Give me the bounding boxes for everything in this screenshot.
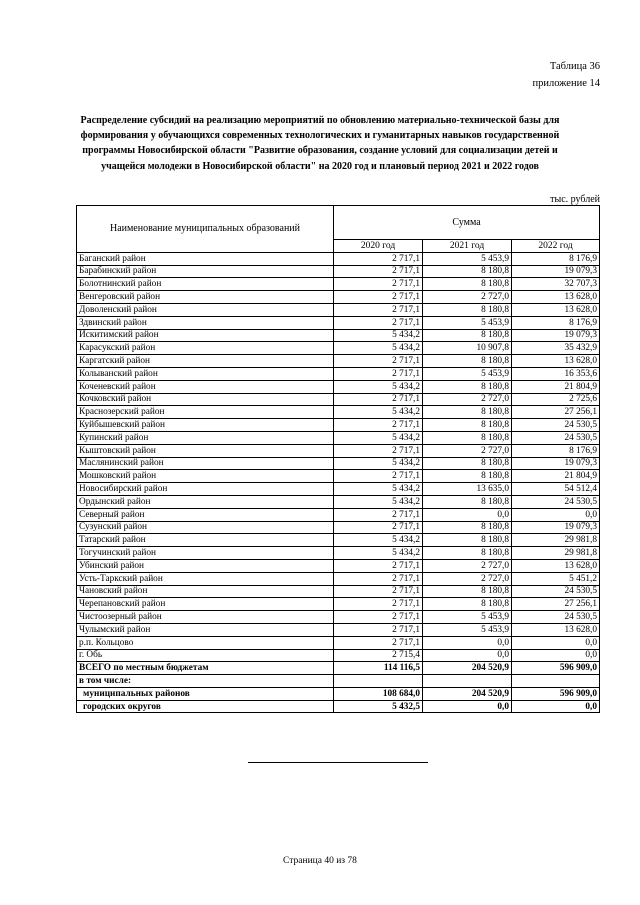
cell-2020: 2 717,1 [334, 265, 423, 278]
cell-name: Куйбышевский район [77, 419, 334, 432]
column-header-2022: 2022 год [512, 240, 600, 253]
cell-2021: 8 180,8 [423, 598, 512, 611]
cell-2020: 2 717,1 [334, 598, 423, 611]
cell-2022: 24 530,5 [512, 431, 600, 444]
table-row [77, 252, 600, 265]
cell-name: Тогучинский район [77, 547, 334, 560]
cell-2021: 8 180,8 [423, 521, 512, 534]
cell-2022: 596 909,0 [512, 662, 600, 675]
cell-2022: 27 256,1 [512, 406, 600, 419]
cell-2022: 8 176,9 [512, 316, 600, 329]
table-row [77, 342, 600, 355]
page-footer: Страница 40 из 78 [283, 856, 357, 866]
cell-2021: 8 180,8 [423, 431, 512, 444]
cell-2021: 8 180,8 [423, 355, 512, 368]
units-label: тыс. рублей [550, 194, 600, 205]
cell-name: Ордынский район [77, 495, 334, 508]
table-row [77, 367, 600, 380]
cell-2022: 19 079,3 [512, 521, 600, 534]
cell-name: Доволенский район [77, 303, 334, 316]
cell-2021: 5 453,9 [423, 252, 512, 265]
cell-2021: 5 453,9 [423, 367, 512, 380]
table-row [77, 380, 600, 393]
table-row [77, 291, 600, 304]
cell-name: муниципальных районов [77, 687, 334, 700]
cell-2022: 29 981,8 [512, 534, 600, 547]
cell-2021: 204 520,9 [423, 687, 512, 700]
table-row [77, 431, 600, 444]
cell-2020: 2 717,1 [334, 508, 423, 521]
table-row [77, 419, 600, 432]
cell-2022: 21 804,9 [512, 380, 600, 393]
cell-2022: 5 451,2 [512, 572, 600, 585]
cell-2020: 2 717,1 [334, 303, 423, 316]
table-row [77, 470, 600, 483]
table-row [77, 278, 600, 291]
cell-2021: 2 727,0 [423, 559, 512, 572]
table-row [77, 623, 600, 636]
cell-2022: 35 432,9 [512, 342, 600, 355]
appendix-number: приложение 14 [532, 78, 600, 89]
cell-2022: 16 353,6 [512, 367, 600, 380]
cell-2021: 13 635,0 [423, 483, 512, 496]
cell-2021: 8 180,8 [423, 303, 512, 316]
table-row [77, 547, 600, 560]
cell-name: в том числе: [77, 675, 334, 688]
column-header-name: Наименование муниципальных образований [77, 206, 334, 253]
table-row [77, 636, 600, 649]
cell-2021: 10 907,8 [423, 342, 512, 355]
cell-2022: 24 530,5 [512, 495, 600, 508]
cell-empty [423, 675, 512, 688]
cell-name: Чулымский район [77, 623, 334, 636]
cell-empty [512, 675, 600, 688]
table-row [77, 495, 600, 508]
table-row [77, 393, 600, 406]
cell-name: Чановский район [77, 585, 334, 598]
table-row [77, 585, 600, 598]
cell-2020: 2 717,1 [334, 611, 423, 624]
cell-2021: 2 727,0 [423, 393, 512, 406]
cell-2021: 8 180,8 [423, 265, 512, 278]
cell-2020: 5 434,2 [334, 329, 423, 342]
cell-2022: 8 176,9 [512, 252, 600, 265]
column-header-2020: 2020 год [334, 240, 423, 253]
table-row [77, 700, 600, 713]
cell-2020: 2 717,1 [334, 419, 423, 432]
cell-2020: 2 717,1 [334, 316, 423, 329]
cell-name: Карасукский район [77, 342, 334, 355]
cell-name: Татарский район [77, 534, 334, 547]
cell-name: г. Обь [77, 649, 334, 662]
cell-2020: 5 434,2 [334, 483, 423, 496]
cell-name: Венгеровский район [77, 291, 334, 304]
cell-2022: 29 981,8 [512, 547, 600, 560]
cell-2021: 0,0 [423, 636, 512, 649]
table-row [77, 355, 600, 368]
cell-2021: 8 180,8 [423, 457, 512, 470]
cell-2020: 5 432,5 [334, 700, 423, 713]
cell-2022: 24 530,5 [512, 585, 600, 598]
cell-name: Краснозерский район [77, 406, 334, 419]
table-row [77, 559, 600, 572]
cell-2022: 13 628,0 [512, 303, 600, 316]
cell-2020: 5 434,2 [334, 457, 423, 470]
table-row [77, 316, 600, 329]
cell-2020: 5 434,2 [334, 495, 423, 508]
cell-2020: 5 434,2 [334, 534, 423, 547]
cell-2022: 24 530,5 [512, 419, 600, 432]
cell-2022: 27 256,1 [512, 598, 600, 611]
cell-name: Колыванский район [77, 367, 334, 380]
table-row [77, 611, 600, 624]
cell-2020: 2 715,4 [334, 649, 423, 662]
cell-2020: 2 717,1 [334, 470, 423, 483]
cell-2022: 19 079,3 [512, 329, 600, 342]
cell-name: ВСЕГО по местным бюджетам [77, 662, 334, 675]
cell-name: Новосибирский район [77, 483, 334, 496]
cell-name: Усть-Таркский район [77, 572, 334, 585]
cell-name: Кочковский район [77, 393, 334, 406]
cell-2020: 2 717,1 [334, 367, 423, 380]
cell-name: Маслянинский район [77, 457, 334, 470]
cell-2022: 13 628,0 [512, 291, 600, 304]
separator-line [248, 762, 428, 763]
table-row [77, 457, 600, 470]
cell-2022: 596 909,0 [512, 687, 600, 700]
cell-2022: 54 512,4 [512, 483, 600, 496]
cell-2020: 114 116,5 [334, 662, 423, 675]
cell-name: Чистоозерный район [77, 611, 334, 624]
cell-2022: 13 628,0 [512, 559, 600, 572]
cell-2021: 8 180,8 [423, 534, 512, 547]
table-row-including [77, 675, 600, 688]
cell-2020: 2 717,1 [334, 559, 423, 572]
cell-name: Здвинский район [77, 316, 334, 329]
cell-2020: 5 434,2 [334, 342, 423, 355]
cell-2021: 8 180,8 [423, 585, 512, 598]
cell-2020: 2 717,1 [334, 521, 423, 534]
cell-2022: 32 707,3 [512, 278, 600, 291]
table-row [77, 521, 600, 534]
cell-name: Купинский район [77, 431, 334, 444]
cell-2020: 2 717,1 [334, 278, 423, 291]
table-number: Таблица 36 [549, 61, 600, 72]
cell-2021: 2 727,0 [423, 444, 512, 457]
cell-name: Сузунский район [77, 521, 334, 534]
cell-2021: 0,0 [423, 508, 512, 521]
cell-empty [334, 675, 423, 688]
cell-2021: 5 453,9 [423, 623, 512, 636]
cell-2021: 8 180,8 [423, 547, 512, 560]
cell-name: Болотнинский район [77, 278, 334, 291]
table-row [77, 572, 600, 585]
cell-2022: 0,0 [512, 636, 600, 649]
cell-2022: 24 530,5 [512, 611, 600, 624]
cell-2021: 8 180,8 [423, 406, 512, 419]
cell-name: Искитимский район [77, 329, 334, 342]
column-header-sum: Сумма [334, 206, 600, 240]
cell-2021: 8 180,8 [423, 470, 512, 483]
cell-2020: 108 684,0 [334, 687, 423, 700]
cell-2022: 21 804,9 [512, 470, 600, 483]
cell-name: городских округов [77, 700, 334, 713]
cell-2022: 2 725,6 [512, 393, 600, 406]
cell-2022: 8 176,9 [512, 444, 600, 457]
cell-2020: 2 717,1 [334, 636, 423, 649]
table-row [77, 329, 600, 342]
table-row [77, 483, 600, 496]
table-row [77, 508, 600, 521]
table-row [77, 303, 600, 316]
cell-2022: 13 628,0 [512, 623, 600, 636]
cell-name: Барабинский район [77, 265, 334, 278]
cell-name: Баганский район [77, 252, 334, 265]
cell-name: р.п. Кольцово [77, 636, 334, 649]
cell-2021: 5 453,9 [423, 316, 512, 329]
cell-2022: 0,0 [512, 508, 600, 521]
table-row [77, 444, 600, 457]
cell-2020: 2 717,1 [334, 572, 423, 585]
cell-2022: 19 079,3 [512, 457, 600, 470]
cell-2020: 2 717,1 [334, 252, 423, 265]
cell-2020: 2 717,1 [334, 623, 423, 636]
cell-2022: 19 079,3 [512, 265, 600, 278]
table-row [77, 598, 600, 611]
cell-2022: 0,0 [512, 700, 600, 713]
cell-name: Мошковский район [77, 470, 334, 483]
table-row [77, 265, 600, 278]
cell-2022: 13 628,0 [512, 355, 600, 368]
cell-name: Каргатский район [77, 355, 334, 368]
cell-name: Коченевский район [77, 380, 334, 393]
cell-2021: 8 180,8 [423, 495, 512, 508]
cell-2021: 2 727,0 [423, 572, 512, 585]
cell-name: Черепановский район [77, 598, 334, 611]
table-row [77, 406, 600, 419]
cell-2021: 2 727,0 [423, 291, 512, 304]
cell-2021: 204 520,9 [423, 662, 512, 675]
cell-2021: 8 180,8 [423, 329, 512, 342]
cell-name: Северный район [77, 508, 334, 521]
subsidy-table [76, 205, 600, 713]
cell-2020: 5 434,2 [334, 380, 423, 393]
cell-2021: 8 180,8 [423, 380, 512, 393]
cell-2020: 2 717,1 [334, 393, 423, 406]
cell-name: Убинский район [77, 559, 334, 572]
cell-name: Кыштовский район [77, 444, 334, 457]
table-row [77, 534, 600, 547]
cell-2021: 0,0 [423, 649, 512, 662]
table-row [77, 662, 600, 675]
cell-2021: 0,0 [423, 700, 512, 713]
cell-2020: 5 434,2 [334, 406, 423, 419]
document-title: Распределение субсидий на реализацию мероприятий по обновлению материально-технической базы для формирования у обучающихся современных технологических и гуманитарных навыков государственной программы Новосибирской области "Развитие образования, создание условий для социализации детей и учащейся молодежи в Новосибирской области" на 2020 год и плановый период 2021 и 2022 годов [80, 115, 560, 172]
cell-2020: 5 434,2 [334, 547, 423, 560]
cell-2020: 2 717,1 [334, 444, 423, 457]
cell-2020: 2 717,1 [334, 355, 423, 368]
table-row [77, 649, 600, 662]
cell-2021: 8 180,8 [423, 278, 512, 291]
cell-2020: 2 717,1 [334, 291, 423, 304]
cell-2021: 5 453,9 [423, 611, 512, 624]
cell-2020: 5 434,2 [334, 431, 423, 444]
cell-2021: 8 180,8 [423, 419, 512, 432]
cell-2020: 2 717,1 [334, 585, 423, 598]
cell-2022: 0,0 [512, 649, 600, 662]
table-row [77, 687, 600, 700]
column-header-2021: 2021 год [423, 240, 512, 253]
